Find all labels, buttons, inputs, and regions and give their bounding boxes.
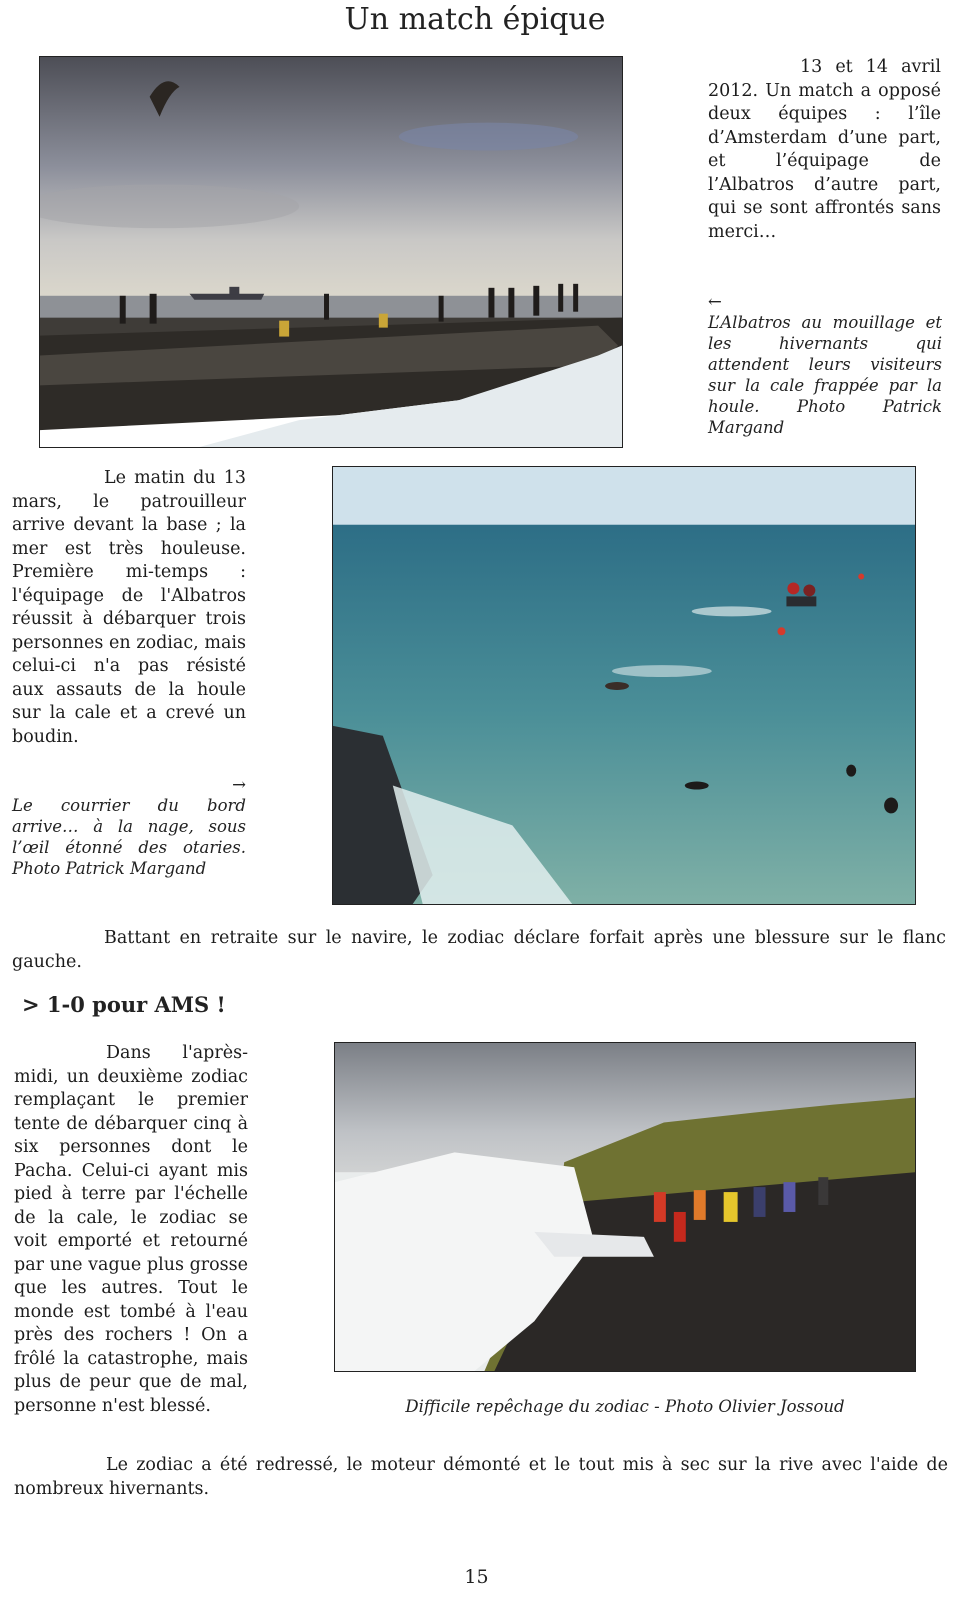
- photo-zodiac-recovery: [334, 1042, 916, 1372]
- score-heading: > 1-0 pour AMS !: [22, 992, 226, 1017]
- retreat-paragraph: Battant en retraite sur le navire, le zodiac déclare forfait après une blessure sur le flanc gauche.: [12, 928, 946, 972]
- page-title: Un match épique: [344, 2, 606, 37]
- caption-photo-2: [12, 774, 246, 879]
- caption-photo-1-credit: Photo Patrick Margand: [708, 397, 942, 437]
- photo-courier-swimming: [332, 466, 916, 905]
- caption-photo-1: [708, 291, 942, 438]
- caption-photo-2-credit: Photo Patrick Margand: [12, 859, 207, 878]
- intro-paragraph: 13 et 14 avril 2012. Un match a opposé deux équipes : l’île d’Amsterdam d’une part, et l’équipage de l’Albatros d’autre part, qui se sont affrontés sans merci…: [708, 57, 941, 242]
- arrow-right-icon: →: [232, 775, 246, 794]
- caption-photo-1-text: L’Albatros au mouillage et les hivernants qui attendent leurs visiteurs sur la cale frappée par la houle.: [708, 313, 942, 416]
- page-number: 15: [464, 1566, 489, 1588]
- caption-photo-2-text: Le courrier du bord arrive… à la nage, sous l’œil étonné des otaries.: [12, 796, 246, 857]
- arrow-left-icon: ←: [708, 292, 722, 311]
- final-paragraph: Le zodiac a été redressé, le moteur démonté et le tout mis à sec sur la rive avec l'aide de nombreux hivernants.: [14, 1455, 948, 1499]
- afternoon-paragraph: Dans l'après-midi, un deuxième zodiac remplaçant le premier tente de débarquer cinq à six personnes dont le Pacha. Celui-ci ayant mis pied à terre par l'échelle de la cale, le zodiac se voit emporté et retourné par une vague plus grosse que les autres. Tout le monde est tombé à l'eau près des rochers ! On a frôlé la catastrophe, mais plus de peur que de mal, personne n'est blessé.: [14, 1043, 248, 1416]
- caption-photo-3: Difficile repêchage du zodiac - Photo Olivier Jossoud: [405, 1397, 845, 1416]
- photo-albatros-anchored: [39, 56, 623, 448]
- morning-paragraph: Le matin du 13 mars, le patrouilleur arrive devant la base ; la mer est très houleuse. Première mi-temps : l'équipage de l'Albatros réussit à débarquer trois personnes en zodiac, mais celui-ci n'a pas résisté aux assauts de la houle sur la cale et a crevé un boudin.: [12, 468, 246, 747]
